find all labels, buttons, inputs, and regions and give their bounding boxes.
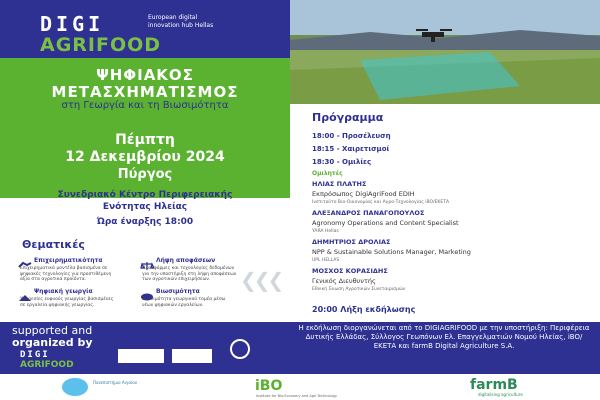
topic-decision xyxy=(140,256,154,266)
hero-title-line2: ΜΕΤΑΣΧΗΜΑΤΙΣΜΟΣ xyxy=(51,83,239,101)
event-city: Πύργος xyxy=(117,167,173,182)
drone-photo xyxy=(290,0,600,104)
farmb-logo: farmB xyxy=(470,377,518,393)
topics-title: Θεματικές xyxy=(22,238,85,251)
speaker-role: Εκπρόσωπος DigiAgriFood EDIH xyxy=(312,190,415,198)
program-item: 18:00 - Προσέλευση xyxy=(312,132,391,140)
eu-logo xyxy=(172,349,212,363)
hero-title-line1: ΨΗΦΙΑΚΟΣ xyxy=(96,66,194,84)
farm-icon xyxy=(18,287,32,297)
ibo-subtitle: Institute for Bio-Economy and Agri-Technology xyxy=(256,394,337,398)
topic-business-text: Επιχειρηματικά μοντέλα βασισμένα σε ψηφιακές τεχνολογίες για προστιθέμενη αξία στα αγροτικά προϊόντα. xyxy=(20,266,112,282)
hub-text: European digital innovation hub Hellas xyxy=(148,14,214,29)
scales-icon xyxy=(140,256,154,266)
topic-sustainability-heading: Βιωσιμότητα xyxy=(156,288,200,295)
speaker-role: Γενικός Διευθυντής xyxy=(312,277,376,285)
speaker-org: Ινστιτούτο Βιο-Οικονομίας και Αγρο-Τεχνολογίας iBO/ΕΚΕΤΑ xyxy=(312,200,450,205)
decorative-arrows-icon: ❮❮❮ xyxy=(240,268,282,292)
topic-business xyxy=(18,256,32,266)
program-item: 18:15 - Χαιρετισμοί xyxy=(312,145,390,153)
speaker-name: ΑΛΕΞΑΝΔΡΟΣ ΠΑΝΑΓΟΠΟΥΛΟΣ xyxy=(312,209,425,217)
logo-digi: DIGI xyxy=(40,12,105,36)
program-item: 18:30 - Ομιλίες xyxy=(312,158,372,166)
logo-agrifood: AGRIFOOD xyxy=(40,34,162,56)
speaker-role: NPP & Sustainable Solutions Manager, Marketing xyxy=(312,248,471,256)
university-logo xyxy=(62,378,88,396)
topic-decision-text: Πλατφόρμες και τεχνολογίες δεδομένων για την υποστήριξη στη λήψη αποφάσεων των αγροτικών επιχειρήσεων. xyxy=(142,266,237,282)
topic-sustainability xyxy=(140,287,154,297)
speaker-org: Εθνική Ένωση Αγροτικών Συνεταιρισμών xyxy=(312,287,406,292)
ibo-logo: iBO xyxy=(255,378,283,394)
footer-logo-agrifood: AGRIFOOD xyxy=(20,360,74,370)
topic-decision-heading: Λήψη αποφάσεων xyxy=(156,257,216,264)
program-end: 20:00 Λήξη εκδήλωσης xyxy=(312,305,416,314)
speaker-role: Agronomy Operations and Content Specialist xyxy=(312,219,459,227)
footer-logo-digi: DIGI xyxy=(20,350,50,360)
hero-subtitle: στη Γεωργία και τη Βιωσιμότητα xyxy=(61,100,229,111)
topic-digital-farming xyxy=(18,287,32,297)
program-title: Πρόγραμμα xyxy=(312,111,384,124)
event-date: 12 Δεκεμβρίου 2024 xyxy=(65,149,225,165)
event-day: Πέμπτη xyxy=(115,132,175,148)
espa-logo xyxy=(118,349,164,363)
speaker-name: ΜΟΣΧΟΣ ΚΟΡΑΣΙΔΗΣ xyxy=(312,267,388,275)
speaker-name: ΔΗΜΗΤΡΙΟΣ ΔΡΟΛΙΑΣ xyxy=(312,238,391,246)
topic-digital-farming-heading: Ψηφιακή γεωργία xyxy=(34,288,93,295)
topic-sustainability-text: Βιωσιμότητα γεωργικού τομέα μέσω νέων ψηφιακών εργαλείων. xyxy=(142,297,226,308)
supported-label: supported and xyxy=(12,324,93,337)
topic-digital-farming-text: Υπηρεσίες ευφυούς γεωργίας βασισμένες σε εργαλεία ψηφιακής γεωργίας. xyxy=(20,297,114,308)
arrow-circle-icon xyxy=(230,339,250,359)
topic-business-heading: Επιχειρηματικότητα xyxy=(34,257,103,264)
leaf-icon xyxy=(140,287,154,297)
speaker-name: ΗΛΙΑΣ ΠΛΑΤΗΣ xyxy=(312,180,367,188)
farmb-subtitle: digitalising agriculture xyxy=(478,392,523,397)
organized-label: organized by xyxy=(12,336,93,349)
organizers-text: Η εκδήλωση διοργανώνεται από το DIGIAGRIFOOD με την υποστήριξη: Περιφέρεια Δυτικής Ελλάδας, Σύλλογος Γεωπόνων Ελ. Επαγγελματιών Νομού Ηλείας, iBO/ΕΚΕΤΑ και farmB Digital Agriculture S.A. xyxy=(298,324,590,350)
venue-line2: Ενότητας Ηλείας xyxy=(102,202,188,212)
speaker-org: YARA Hellas xyxy=(312,229,339,234)
handshake-icon xyxy=(18,256,32,266)
university-text: Πανεπιστήμιο Αιγαίου xyxy=(93,380,138,385)
venue-start-time: Ώρα έναρξης 18:00 xyxy=(96,217,194,227)
venue-line1: Συνεδριακό Κέντρο Περιφερειακής xyxy=(57,190,233,200)
speaker-org: UPL HELLAS xyxy=(312,258,340,263)
speakers-title: Ομιλητές xyxy=(312,170,343,177)
